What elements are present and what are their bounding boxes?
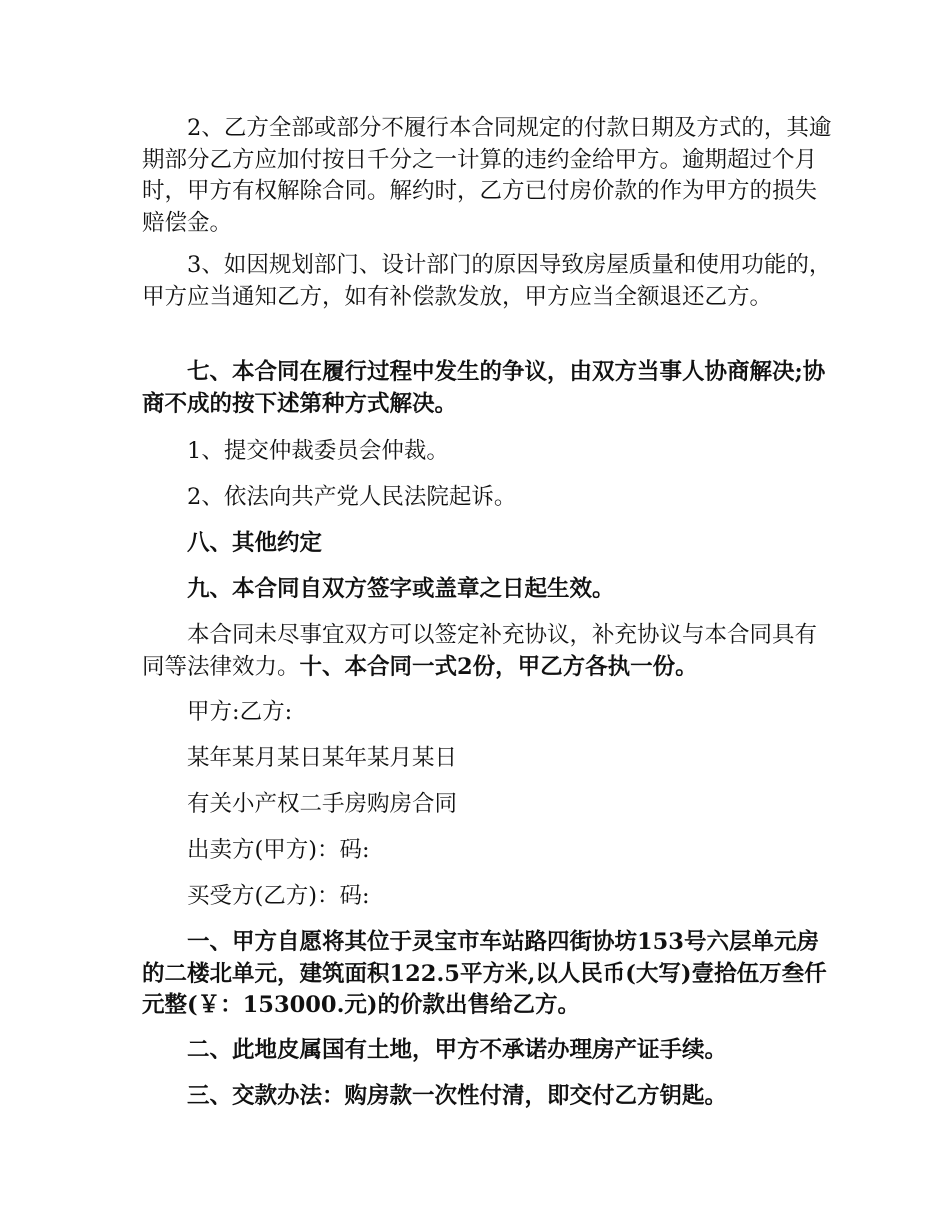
supplement-paragraph	[142, 620, 832, 683]
section-9-heading: 九、本合同自双方签字或盖章之日起生效。	[187, 576, 615, 602]
contract-title: 有关小产权二手房购房合同	[187, 791, 458, 817]
clause-7-1: 1、提交仲裁委员会仲裁。	[187, 438, 449, 464]
signature-parties: 甲方:乙方:	[187, 699, 293, 725]
section-8-heading: 八、其他约定	[187, 530, 323, 556]
supplement-text: 本合同未尽事宜双方可以签定补充协议，补充协议与本合同具有同等法律效力。	[142, 622, 818, 680]
article-1-property: 一、甲方自愿将其位于灵宝市车站路四街协坊153号六层单元房的二楼北单元，建筑面积122.5平方米,以人民币(大写)壹拾伍万叁仟元整(￥：153000.元)的价款出售给乙方。	[142, 929, 827, 1018]
seller-line: 出卖方(甲方)：码:	[187, 837, 370, 863]
article-3-payment: 三、交款办法：购房款一次性付清，即交付乙方钥匙。	[187, 1083, 728, 1109]
signature-dates: 某年某月某日某年某月某日	[187, 745, 458, 771]
clause-6-2: 2、乙方全部或部分不履行本合同规定的付款日期及方式的，其逾期部分乙方应加付按日千分之一计算的违约金给甲方。逾期超过个月时，甲方有权解除合同。解约时，乙方已付房价款的作为甲方的损失赔偿金。	[142, 115, 832, 236]
article-2-land: 二、此地皮属国有土地，甲方不承诺办理房产证手续。	[187, 1037, 728, 1063]
section-10-heading: 十、本合同一式2份，甲乙方各执一份。	[299, 653, 698, 680]
buyer-line: 买受方(乙方)：码:	[187, 883, 370, 909]
section-7-dispute-heading: 七、本合同在履行过程中发生的争议，由双方当事人协商解决;协商不成的按下述第种方式解决。	[142, 359, 826, 417]
clause-7-2: 2、依法向共产党人民法院起诉。	[187, 484, 517, 510]
clause-6-3: 3、如因规划部门、设计部门的原因导致房屋质量和使用功能的，甲方应当通知乙方，如有补偿款发放，甲方应当全额退还乙方。	[142, 252, 832, 310]
